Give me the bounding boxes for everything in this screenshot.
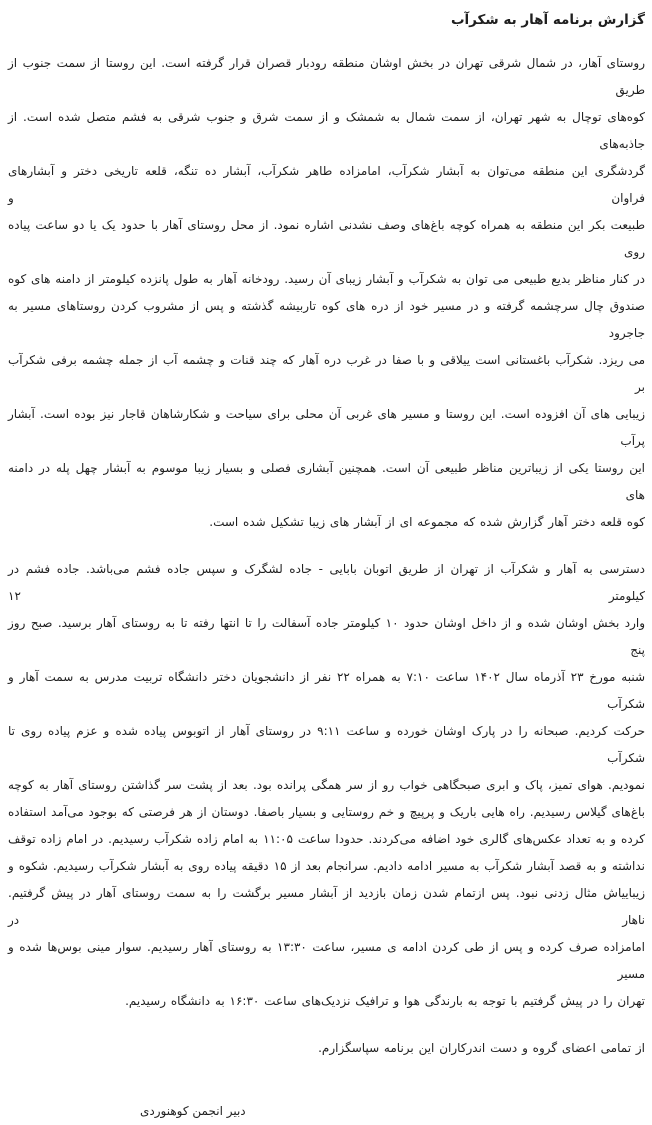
text-line: تهران را در پیش گرفتیم با توجه به بارندگی هوا و ترافیک نزدیک‌های ساعت ۱۶:۳۰ به دانشگاه رسیدیم. — [125, 994, 645, 1008]
body-paragraph — [8, 50, 645, 536]
text-line: طبیعت بکر این منطقه به همراه کوچه باغ‌های وصف نشدنی اشاره نمود. از محل روستای آهار با حدود یک یا دو ساعت پیاده روی — [8, 218, 645, 259]
text-line: وارد بخش اوشان شده و از داخل اوشان حدود ۱۰ کیلومتر جاده آسفالت را تا انتها رفته تا به روستای آهار برسید. صبح روز پنج — [8, 616, 646, 657]
text-line: باغ‌های گیلاس رسیدیم. راه هایی باریک و پرپیچ و خم روستایی و بسیار باصفا. دوستان از هر فرصتی که بوجود می‌آمد استفاده — [8, 805, 645, 819]
text-line: کوه قلعه دختر آهار گزارش شده که مجموعه ای از آبشار های زیبا تشکیل شده است. — [209, 515, 645, 529]
text-line: صندوق چال سرچشمه گرفته و در مسیر خود از دره های کوه تاربیشه گذشته و پس از مشروب کردن روستاهای مسیر به جاجرود — [8, 299, 645, 340]
text-line: نمودیم. هوای تمیز، پاک و ابری صبحگاهی خواب رو از سر همگی پرانده بود. بعد از پشت سر گذاشتن روستای آهار به کوچه — [8, 778, 645, 792]
text-line: حرکت کردیم. صبحانه را در پارک اوشان خورده و ساعت ۹:۱۱ در روستای آهار از اتوبوس پیاده شده و عزم پیاده روی تا شکرآب — [8, 724, 645, 765]
text-line: نداشته و به قصد آبشار شکرآب به مسیر ادامه دادیم. سرانجام بعد از ۱۵ دقیقه پیاده روی به آبشار شکرآب رسیدیم. شکوه و — [8, 859, 645, 873]
text-line: کرده و به تعداد عکس‌های گالری خود اضافه می‌کردند. حدودا ساعت ۱۱:۰۵ به امام زاده شکرآب رسیدیم. در امام زاده توقف — [8, 832, 645, 846]
text-line: می ریزد. شکرآب باغستانی است ییلاقی و با صفا در غرب دره آهار که چند قنات و چشمه آب از جمله چشمه برفی شکرآب بر — [8, 353, 645, 394]
text-line: زیباییاش مثال زدنی نبود. پس ازتمام شدن زمان بازدید از آبشار مسیر برگشت را به سمت روستای آهار در پیش گرفتیم. ناهار در — [8, 886, 645, 927]
text-line: زیبایی های آن افزوده است. این روستا و مسیر های غربی آن محلی برای سیاحت و شکارشاهان قاجار نیز بوده است. آبشار پرآب — [8, 407, 645, 448]
document-title: گزارش برنامه آهار به شکرآب — [450, 12, 645, 28]
text-line: روستای آهار، در شمال شرقی تهران در بخش اوشان منطقه رودبار قصران قرار گرفته است. این روستا از سمت جنوب از طریق — [8, 56, 645, 97]
thanks-paragraph — [8, 1035, 645, 1062]
text-line: شنبه مورخ ۲۳ آذرماه سال ۱۴۰۲ ساعت ۷:۱۰ به همراه ۲۲ نفر از دانشجویان دختر دانشگاه تربیت مدرس به سمت آهار و شکرآب — [8, 670, 645, 711]
text-line: این روستا یکی از زیباترین مناظر طبیعی آن است. همچنین آبشاری فصلی و بسیار زیبا موسوم به آبشار چهل پله در دامنه های — [8, 461, 645, 502]
text-line: گردشگری این منطقه می‌توان به آبشار شکرآب، امامزاده طاهر شکرآب، آبشار ده تنگه، قلعه تاریخی دختر و آبشارهای فراوان و — [8, 164, 645, 205]
text-line: دسترسی به آهار و شکرآب از تهران از طریق اتوبان بابایی - جاده لشگرک و سپس جاده فشم می‌باشد. جاده فشم در کیلومتر ۱۲ — [8, 562, 645, 603]
text-line: در کنار مناظر بدیع طبیعی می توان به شکرآب و آبشار زیبای آن رسید. رودخانه آهار به طول پانزده کیلومتر از دامنه های کوه — [8, 272, 645, 286]
text-line: کوه‌های توچال به شهر تهران، از سمت شمال به شمشک و از سمت شرق و جنوب شرقی به فشم متصل شده است. از جاذبه‌های — [8, 110, 645, 151]
document-body — [8, 50, 645, 1062]
text-line: از تمامی اعضای گروه و دست اندرکاران این برنامه سپاسگزارم. — [318, 1041, 645, 1055]
text-line: امامزاده صرف کرده و پس از طی کردن ادامه ی مسیر، ساعت ۱۳:۳۰ به روستای آهار رسیدیم. سوار مینی بوس‌ها شده و مسیر — [8, 940, 645, 981]
signature: دبیر انجمن کوهنوردی — [140, 1104, 246, 1118]
body-paragraph — [8, 556, 645, 1015]
